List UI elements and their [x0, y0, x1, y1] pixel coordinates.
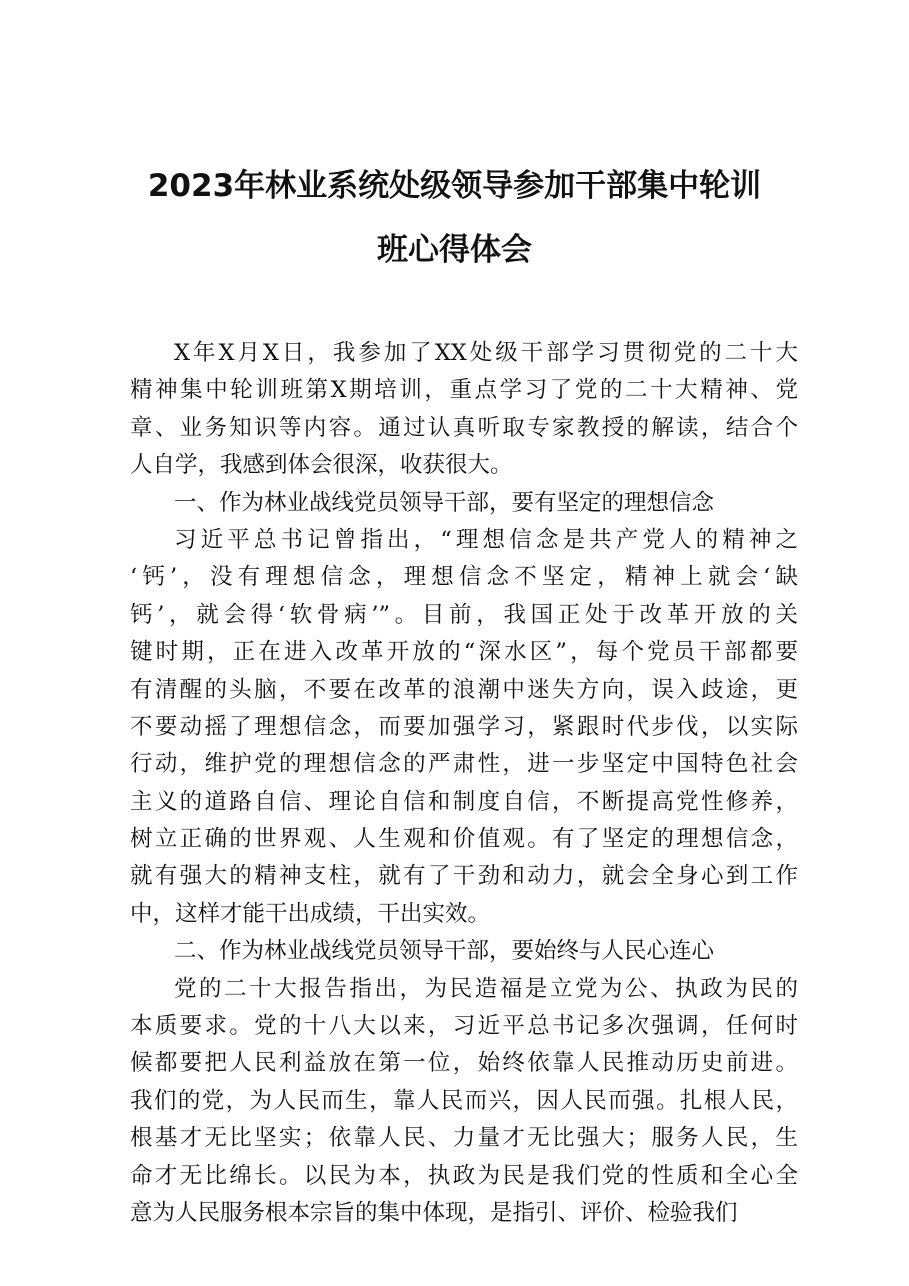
document-title-line-2: 班心得体会: [377, 232, 532, 268]
paragraph-line: 行动，维护党的理想信念的严肃性，进一步坚定中国特色社会: [130, 751, 798, 778]
paragraph: [130, 933, 798, 970]
paragraph-line: 有清醒的头脑，不要在改革的浪潮中迷失方向，误入歧途，更: [130, 676, 798, 703]
paragraph-line: 意为人民服务根本宗旨的集中体现，是指引、评价、检验我们: [130, 1199, 738, 1226]
paragraph-line: 候都要把人民利益放在第一位，始终依靠人民推动历史前进。: [130, 1050, 798, 1077]
paragraph-line: 习近平总书记曾指出，“理想信念是共产党人的精神之: [174, 526, 798, 553]
paragraph: [130, 485, 798, 522]
paragraph-line: X年X月X日，我参加了XX处级干部学习贯彻党的二十大: [174, 340, 798, 366]
document-title-line-1: 2023年林业系统处级领导参加干部集中轮训: [147, 168, 762, 204]
paragraph-line: 主义的道路自信、理论自信和制度自信，不断提高党性修养，: [130, 788, 798, 815]
paragraph-line: 一、作为林业战线党员领导干部，要有坚定的理想信念: [174, 489, 715, 516]
document-body: [130, 335, 798, 1232]
paragraph-line: 就有强大的精神支柱，就有了干劲和动力，就会全身心到工作: [130, 863, 798, 890]
paragraph-line: 我们的党，为人民而生，靠人民而兴，因人民而强。扎根人民，: [130, 1087, 798, 1114]
paragraph-line: 不要动摇了理想信念，而要加强学习，紧跟时代步伐，以实际: [130, 713, 798, 740]
paragraph: [130, 335, 798, 485]
paragraph-line: 二、作为林业战线党员领导干部，要始终与人民心连心: [174, 938, 715, 965]
paragraph-line: ‘钙’，没有理想信念，理想信念不坚定，精神上就会‘缺: [130, 564, 798, 591]
paragraph-line: 人自学，我感到体会很深，收获很大。: [130, 452, 513, 479]
paragraph-line: 本质要求。党的十八大以来，习近平总书记多次强调，任何时: [130, 1013, 798, 1040]
paragraph-line: 党的二十大报告指出，为民造福是立党为公、执政为民的: [174, 975, 798, 1002]
paragraph: [130, 522, 798, 933]
paragraph-line: 中，这样才能干出成绩，干出实效。: [130, 900, 491, 927]
paragraph-line: 章、业务知识等内容。通过认真听取专家教授的解读，结合个: [130, 414, 798, 441]
paragraph-line: 钙’，就会得‘软骨病’”。目前，我国正处于改革开放的关: [130, 601, 798, 628]
paragraph-line: 树立正确的世界观、人生观和价值观。有了坚定的理想信念，: [130, 826, 798, 853]
paragraph-line: 根基才无比坚实；依靠人民、力量才无比强大；服务人民，生: [130, 1125, 798, 1152]
paragraph: [130, 971, 798, 1233]
paragraph-line: 精神集中轮训班第X期培训，重点学习了党的二十大精神、党: [130, 377, 798, 404]
paragraph-line: 键时期，正在进入改革开放的“深水区”，每个党员干部都要: [130, 639, 798, 666]
paragraph-line: 命才无比绵长。以民为本，执政为民是我们党的性质和全心全: [130, 1162, 798, 1189]
